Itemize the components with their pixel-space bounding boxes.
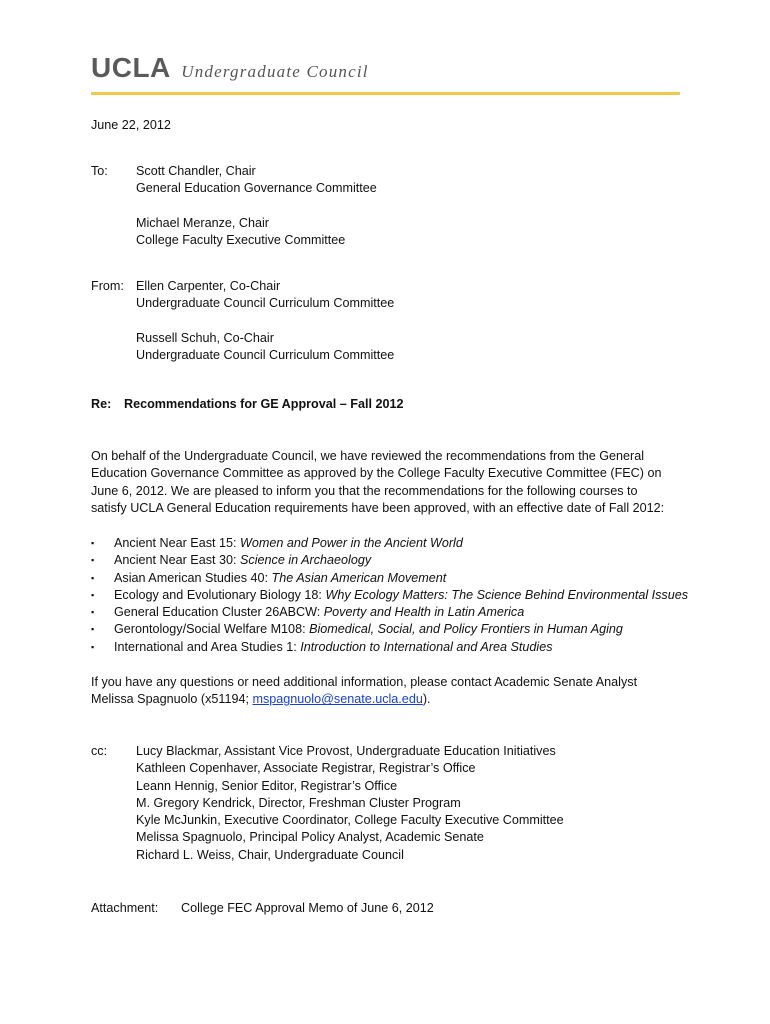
cc-entry: M. Gregory Kendrick, Director, Freshman Cluster Program	[136, 795, 461, 810]
bullet-icon: ▪	[91, 589, 95, 600]
ucla-wordmark: UCLA	[91, 52, 171, 83]
cc-entry: Leann Hennig, Senior Editor, Registrar’s Office	[136, 778, 398, 793]
course-title: Why Ecology Matters: The Science Behind Environmental Issues	[325, 587, 689, 602]
course-code: Ancient Near East 30:	[114, 553, 241, 568]
sender-name: Russell Schuh, Co-Chair	[136, 331, 274, 345]
cc-entry: Richard L. Weiss, Chair, Undergraduate Council	[136, 847, 404, 862]
body-line: Education Governance Committee as approved by the College Faculty Executive Committee (FEC) on	[91, 466, 662, 481]
cc-list	[136, 743, 564, 864]
course-item	[91, 604, 688, 621]
course-item	[91, 535, 688, 552]
course-code: Gerontology/Social Welfare M108:	[114, 622, 310, 637]
course-code: Ecology and Evolutionary Biology 18:	[114, 587, 326, 602]
to-label: To:	[91, 164, 108, 178]
sender-name: Ellen Carpenter, Co-Chair	[136, 279, 281, 293]
letterhead-rule	[91, 92, 680, 95]
course-code: International and Area Studies 1:	[114, 639, 301, 654]
from-sender-1	[136, 278, 394, 313]
bullet-icon: ▪	[91, 607, 95, 618]
attachment-text: College FEC Approval Memo of June 6, 2012	[181, 901, 434, 915]
bullet-icon: ▪	[91, 538, 95, 548]
bullet-icon: ▪	[91, 555, 95, 566]
course-list	[91, 535, 688, 656]
course-item	[91, 639, 688, 656]
to-recipient-2	[136, 215, 345, 250]
cc-entry: Melissa Spagnuolo, Principal Policy Analyst, Academic Senate	[136, 830, 484, 845]
course-item	[91, 570, 688, 587]
email-link[interactable]: mspagnuolo@senate.ucla.edu	[252, 692, 423, 707]
body-line: On behalf of the Undergraduate Council, we have reviewed the recommendations from the General	[91, 449, 645, 463]
cc-label: cc:	[91, 744, 108, 758]
attachment-label: Attachment:	[91, 901, 159, 915]
course-item	[91, 587, 688, 604]
from-sender-2	[136, 330, 394, 365]
memo-date: June 22, 2012	[91, 118, 171, 132]
course-title: Poverty and Health in Latin America	[323, 605, 525, 620]
contact-suffix: ).	[422, 692, 431, 707]
cc-entry: Kyle McJunkin, Executive Coordinator, College Faculty Executive Committee	[136, 813, 564, 828]
bullet-icon: ▪	[91, 572, 95, 583]
body-paragraph	[91, 448, 691, 517]
subject-line: Recommendations for GE Approval – Fall 2012	[124, 397, 404, 411]
course-item	[91, 552, 688, 569]
letterhead	[91, 52, 369, 88]
cc-entry: Lucy Blackmar, Assistant Vice Provost, Undergraduate Education Initiatives	[136, 744, 556, 758]
course-title: Introduction to International and Area Studies	[300, 639, 553, 654]
contact-prefix: Melissa Spagnuolo (x51194;	[91, 692, 253, 707]
body-line: satisfy UCLA General Education requirements have been approved, with an effective date of Fall 2012:	[91, 500, 665, 515]
sender-committee: Undergraduate Council Curriculum Committee	[136, 296, 395, 311]
sender-committee: Undergraduate Council Curriculum Committee	[136, 348, 395, 363]
bullet-icon: ▪	[91, 624, 95, 635]
course-title: Biomedical, Social, and Policy Frontiers in Human Aging	[309, 622, 623, 637]
course-code: Ancient Near East 15:	[114, 536, 241, 550]
course-code: General Education Cluster 26ABCW:	[114, 605, 324, 620]
cc-entry: Kathleen Copenhaver, Associate Registrar, Registrar’s Office	[136, 761, 476, 776]
course-item	[91, 621, 688, 638]
bullet-icon: ▪	[91, 641, 95, 652]
course-title: The Asian American Movement	[271, 570, 447, 585]
recipient-name: Scott Chandler, Chair	[136, 164, 256, 178]
recipient-name: Michael Meranze, Chair	[136, 216, 269, 230]
body-line: June 6, 2012. We are pleased to inform you that the recommendations for the following courses to	[91, 483, 638, 498]
course-title: Science in Archaeology	[240, 553, 372, 568]
contact-paragraph	[91, 674, 637, 709]
from-label: From:	[91, 279, 124, 293]
contact-line: If you have any questions or need additional information, please contact Academic Senate Analyst	[91, 675, 638, 689]
course-title: Women and Power in the Ancient World	[240, 536, 463, 550]
course-code: Asian American Studies 40:	[114, 570, 272, 585]
recipient-committee: General Education Governance Committee	[136, 181, 377, 196]
recipient-committee: College Faculty Executive Committee	[136, 233, 346, 248]
council-name: Undergraduate Council	[181, 62, 369, 81]
re-label: Re:	[91, 397, 112, 411]
contact-line	[91, 691, 637, 708]
to-recipient-1	[136, 163, 377, 198]
